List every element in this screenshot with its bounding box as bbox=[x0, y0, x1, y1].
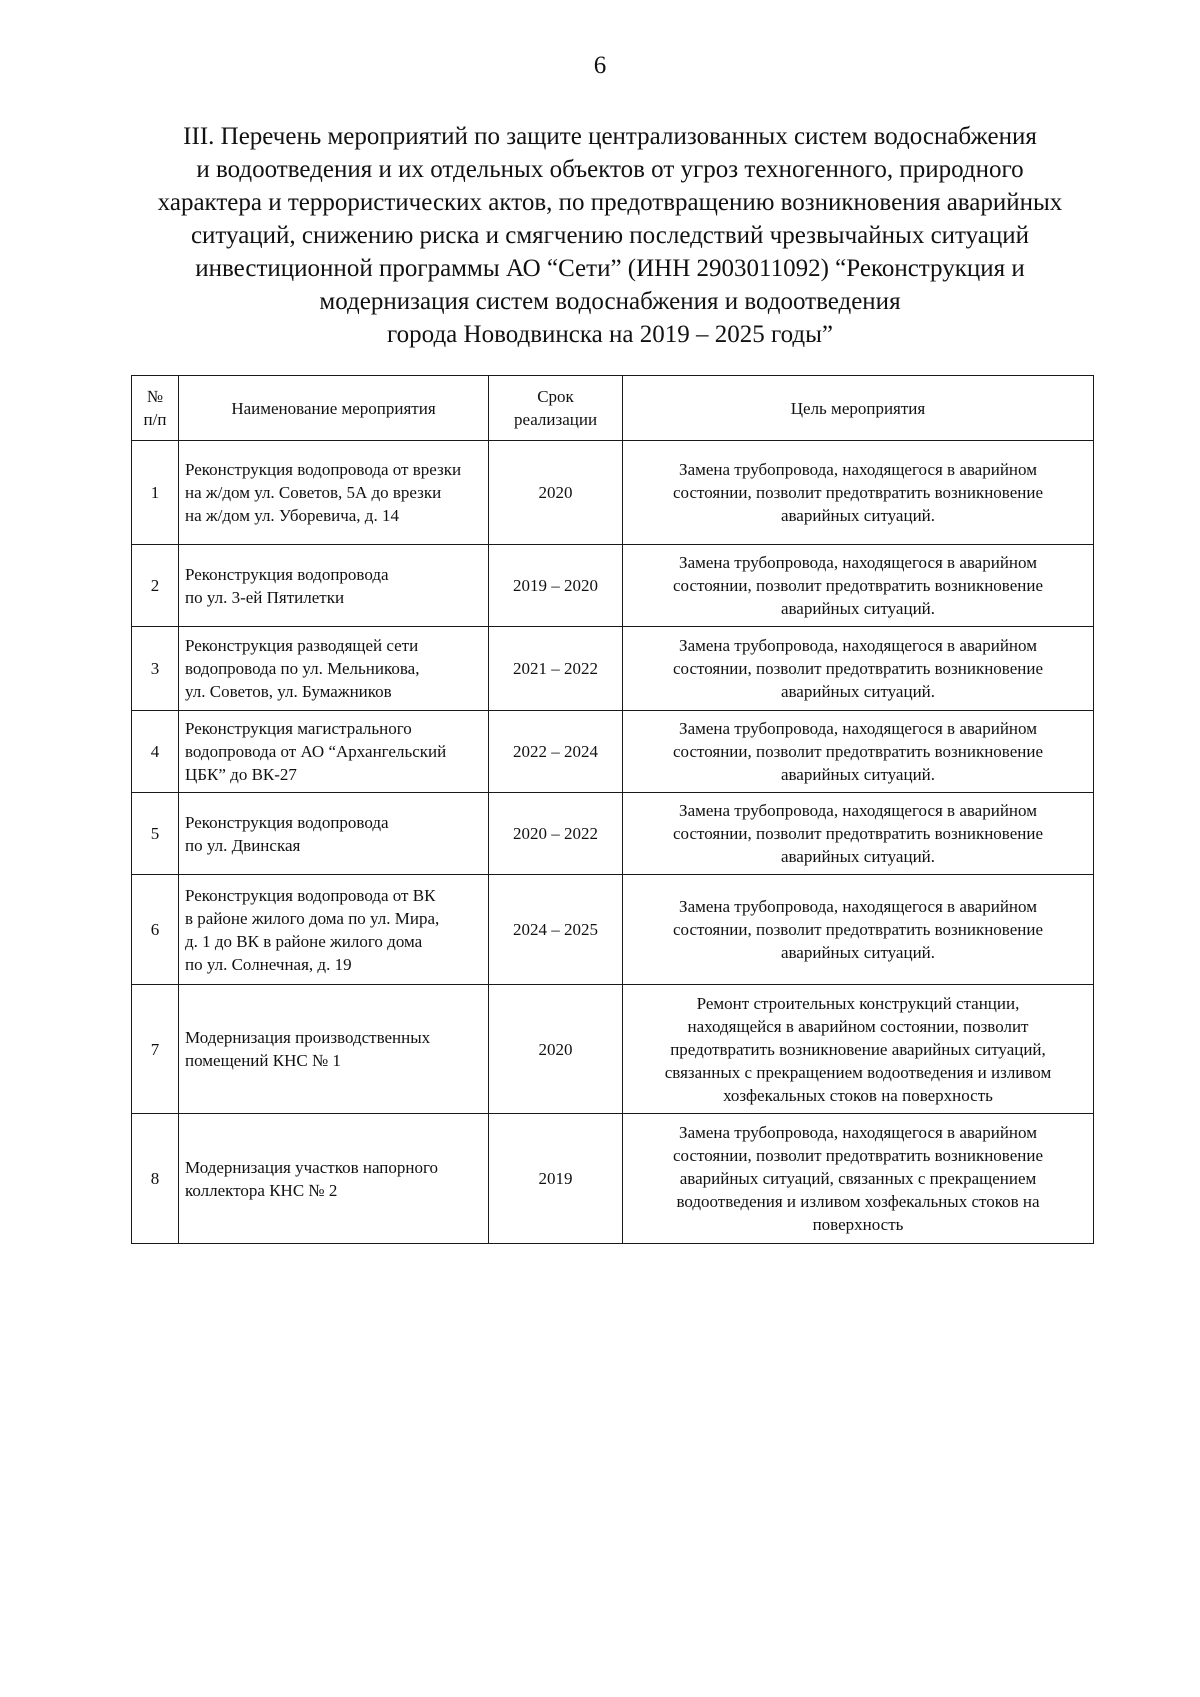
table-row bbox=[132, 985, 1094, 1114]
measure-name: Модернизация производственных помещений КНС № 1 bbox=[179, 985, 489, 1114]
measure-goal: Замена трубопровода, находящегося в аварийном состоянии, позволит предотвратить возникновение аварийных ситуаций. bbox=[623, 793, 1094, 875]
row-number: 5 bbox=[132, 793, 179, 875]
heading-line: города Новодвинска на 2019 – 2025 годы” bbox=[387, 321, 833, 348]
table-row bbox=[132, 711, 1094, 793]
row-number: 8 bbox=[132, 1114, 179, 1244]
measure-goal: Замена трубопровода, находящегося в аварийном состоянии, позволит предотвратить возникновение аварийных ситуаций. bbox=[623, 545, 1094, 627]
heading-line: инвестиционной программы АО “Сети” (ИНН 2903011092) “Реконструкция и bbox=[195, 255, 1025, 282]
measure-name: Реконструкция разводящей сети водопровода по ул. Мельникова, ул. Советов, ул. Бумажников bbox=[179, 627, 489, 711]
measure-goal: Замена трубопровода, находящегося в аварийном состоянии, позволит предотвратить возникновение аварийных ситуаций. bbox=[623, 875, 1094, 985]
table-row bbox=[132, 441, 1094, 545]
implementation-term: 2020 bbox=[489, 441, 623, 545]
heading-line: характера и террористических актов, по предотвращению возникновения аварийных bbox=[157, 189, 1063, 216]
table-row bbox=[132, 793, 1094, 875]
table-row bbox=[132, 627, 1094, 711]
section-heading bbox=[130, 120, 1090, 351]
implementation-term: 2020 – 2022 bbox=[489, 793, 623, 875]
measure-name: Реконструкция водопровода по ул. 3-ей Пятилетки bbox=[179, 545, 489, 627]
implementation-term: 2022 – 2024 bbox=[489, 711, 623, 793]
header-number: № п/п bbox=[132, 376, 179, 441]
page-number: 6 bbox=[593, 52, 607, 79]
measure-name: Реконструкция магистрального водопровода от АО “Архангельский ЦБК” до ВК-27 bbox=[179, 711, 489, 793]
measure-goal: Замена трубопровода, находящегося в аварийном состоянии, позволит предотвратить возникновение аварийных ситуаций, связанных с прекращением водоотведения и изливом хозфекальных стоков на поверхность bbox=[623, 1114, 1094, 1244]
implementation-term: 2019 – 2020 bbox=[489, 545, 623, 627]
table-row bbox=[132, 875, 1094, 985]
table-row bbox=[132, 545, 1094, 627]
heading-line: и водоотведения и их отдельных объектов от угроз техногенного, природного bbox=[196, 156, 1024, 183]
implementation-term: 2020 bbox=[489, 985, 623, 1114]
measure-goal: Замена трубопровода, находящегося в аварийном состоянии, позволит предотвратить возникновение аварийных ситуаций. bbox=[623, 711, 1094, 793]
row-number: 4 bbox=[132, 711, 179, 793]
row-number: 6 bbox=[132, 875, 179, 985]
implementation-term: 2021 – 2022 bbox=[489, 627, 623, 711]
implementation-term: 2024 – 2025 bbox=[489, 875, 623, 985]
row-number: 3 bbox=[132, 627, 179, 711]
measure-name: Реконструкция водопровода по ул. Двинская bbox=[179, 793, 489, 875]
header-term: Срок реализации bbox=[489, 376, 623, 441]
table-row bbox=[132, 1114, 1094, 1244]
row-number: 2 bbox=[132, 545, 179, 627]
measure-name: Модернизация участков напорного коллектора КНС № 2 bbox=[179, 1114, 489, 1244]
measure-goal: Ремонт строительных конструкций станции, находящейся в аварийном состоянии, позволит предотвратить возникновение аварийных ситуаций, связанных с прекращением водоотведения и изливом хозфекальных стоков на поверхность bbox=[623, 985, 1094, 1114]
row-number: 1 bbox=[132, 441, 179, 545]
heading-line: модернизация систем водоснабжения и водоотведения bbox=[319, 288, 901, 315]
header-measure-name: Наименование мероприятия bbox=[179, 376, 489, 441]
row-number: 7 bbox=[132, 985, 179, 1114]
measure-name: Реконструкция водопровода от ВК в районе жилого дома по ул. Мира, д. 1 до ВК в районе жилого дома по ул. Солнечная, д. 19 bbox=[179, 875, 489, 985]
measure-goal: Замена трубопровода, находящегося в аварийном состоянии, позволит предотвратить возникновение аварийных ситуаций. bbox=[623, 627, 1094, 711]
header-goal: Цель мероприятия bbox=[623, 376, 1094, 441]
implementation-term: 2019 bbox=[489, 1114, 623, 1244]
measure-goal: Замена трубопровода, находящегося в аварийном состоянии, позволит предотвратить возникновение аварийных ситуаций. bbox=[623, 441, 1094, 545]
measures-table bbox=[131, 375, 1094, 1244]
table-header-row bbox=[132, 376, 1094, 441]
measure-name: Реконструкция водопровода от врезки на ж/дом ул. Советов, 5А до врезки на ж/дом ул. Уборевича, д. 14 bbox=[179, 441, 489, 545]
heading-line: III. Перечень мероприятий по защите централизованных систем водоснабжения bbox=[183, 123, 1037, 150]
heading-line: ситуаций, снижению риска и смягчению последствий чрезвычайных ситуаций bbox=[190, 222, 1030, 249]
